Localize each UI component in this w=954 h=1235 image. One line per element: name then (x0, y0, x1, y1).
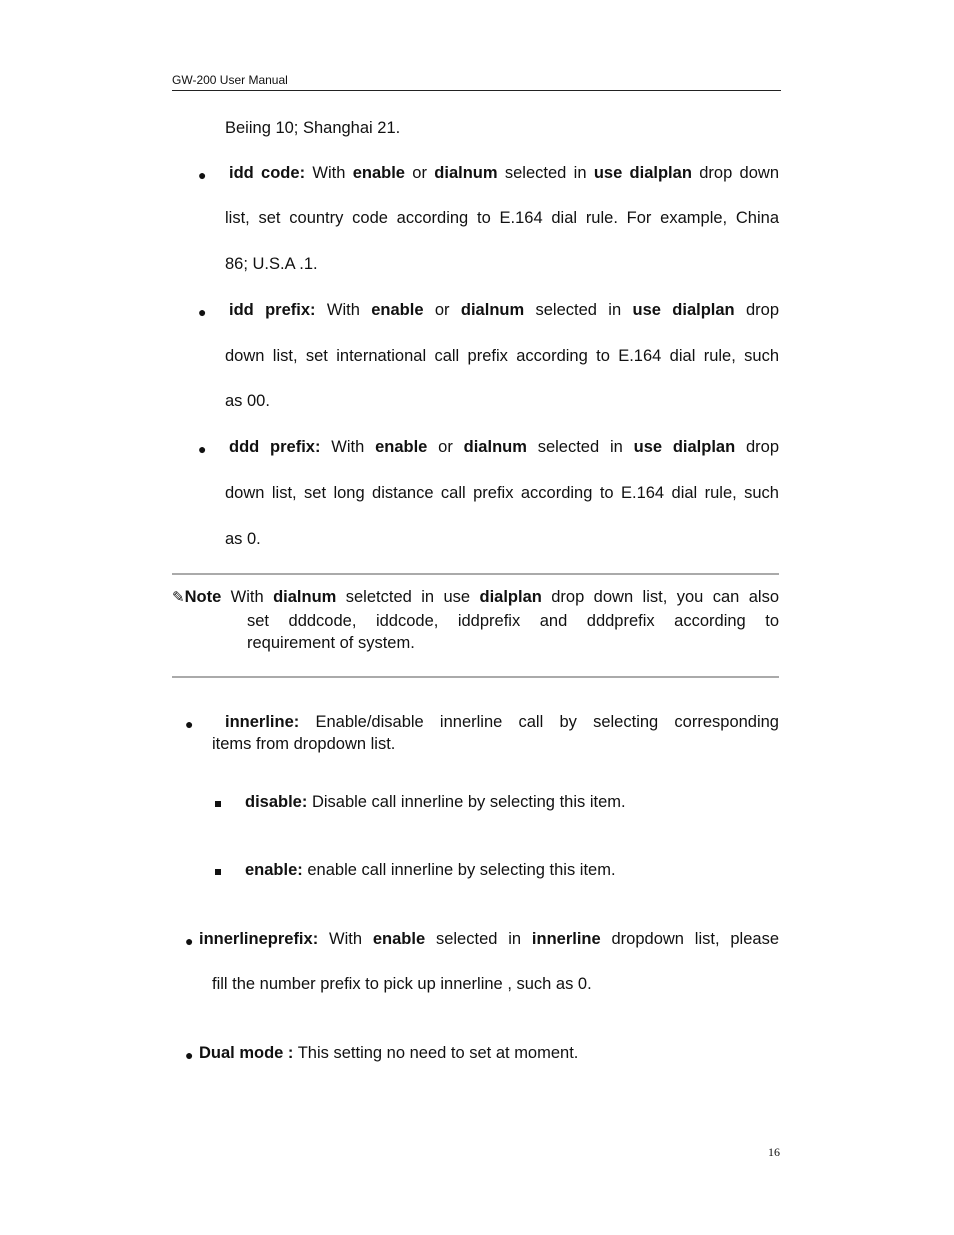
text: With (318, 930, 373, 948)
term: innerlineprefix: (199, 930, 319, 948)
bullet-icon: ● (185, 716, 194, 732)
note-line-1 (172, 586, 779, 610)
bullet-icon: ● (198, 441, 207, 457)
term: idd prefix: (229, 301, 316, 319)
bold-text: dialplan (479, 588, 542, 606)
continuation-text: Beiing 10; Shanghai 21. (225, 119, 401, 137)
bold-text: enable (352, 164, 405, 182)
text: With (221, 588, 274, 606)
text: selected in (526, 438, 634, 456)
page-number: 16 (768, 1145, 780, 1159)
idd-prefix-line-1 (229, 301, 779, 320)
text: dropdown list, please (600, 930, 779, 948)
text: drop (735, 438, 780, 456)
idd-code-line-2: list, set country code according to E.164 dial rule. For example, China (225, 209, 779, 227)
bold-text: use dialplan (632, 301, 735, 319)
bold-text: use dialplan (633, 438, 736, 456)
text: Enable/disable innerline call by selecting corresponding (299, 713, 779, 731)
bold-text: dialnum (273, 588, 337, 606)
term: idd code: (229, 164, 306, 182)
square-bullet-icon (215, 869, 221, 875)
text: drop (734, 301, 779, 319)
term: Dual mode : (199, 1044, 294, 1062)
manual-title: GW-200 User Manual (172, 73, 288, 87)
text: drop down (691, 164, 780, 182)
text: or (423, 301, 461, 319)
text: Disable call innerline by selecting this item. (307, 793, 626, 811)
disable-line (245, 793, 626, 812)
term: disable: (245, 793, 308, 811)
text: enable call innerline by selecting this item. (302, 861, 616, 879)
ddd-prefix-line-1 (229, 438, 779, 457)
idd-prefix-line-2: down list, set international call prefix according to E.164 dial rule, such (225, 347, 779, 365)
text: This setting no need to set at moment. (293, 1044, 579, 1062)
page-header (172, 72, 781, 91)
bold-text: enable (372, 930, 426, 948)
text: With (315, 301, 372, 319)
bold-text: dialnum (434, 164, 498, 182)
innerline-line-2: items from dropdown list. (212, 735, 396, 753)
text: seletcted in use (336, 588, 480, 606)
bold-text: enable (371, 301, 424, 319)
pencil-icon: ✎ (172, 589, 185, 606)
text: With (320, 438, 376, 456)
term: ddd prefix: (229, 438, 321, 456)
bold-text: innerline (531, 930, 601, 948)
term: innerline: (225, 713, 300, 731)
note-top-divider (172, 573, 779, 575)
text: drop down list, you can also (541, 588, 779, 606)
idd-code-line-1 (229, 164, 779, 183)
bullet-icon: ● (198, 304, 207, 320)
text: selected in (497, 164, 594, 182)
text: With (305, 164, 353, 182)
note-continuation (172, 610, 779, 655)
enable-line (245, 861, 616, 880)
bold-text: dialnum (463, 438, 527, 456)
dual-mode-line (199, 1044, 578, 1063)
innerlineprefix-line-1 (199, 930, 779, 949)
text: or (404, 164, 435, 182)
idd-code-line-3: 86; U.S.A .1. (225, 255, 318, 273)
ddd-prefix-line-3: as 0. (225, 530, 261, 548)
bold-text: enable (375, 438, 428, 456)
ddd-prefix-line-2: down list, set long distance call prefix according to E.164 dial rule, such (225, 484, 779, 502)
bold-text: dialnum (460, 301, 525, 319)
note-line-3: requirement of system. (247, 634, 415, 652)
innerline-line-1 (225, 713, 779, 732)
term: enable: (245, 861, 303, 879)
text: selected in (425, 930, 532, 948)
note-bottom-divider (172, 676, 779, 678)
idd-prefix-line-3: as 00. (225, 392, 270, 410)
text: or (427, 438, 464, 456)
bullet-icon: ● (198, 167, 207, 183)
note-line-2: set dddcode, iddcode, iddprefix and dddprefix according to (247, 611, 779, 630)
innerlineprefix-line-2: fill the number prefix to pick up innerline , such as 0. (212, 975, 592, 993)
bold-text: use dialplan (593, 164, 692, 182)
square-bullet-icon (215, 801, 221, 807)
note-box (172, 586, 779, 655)
note-label: Note (184, 588, 222, 606)
bullet-icon: ● (185, 933, 194, 949)
text: selected in (524, 301, 633, 319)
bullet-icon: ● (185, 1047, 194, 1063)
